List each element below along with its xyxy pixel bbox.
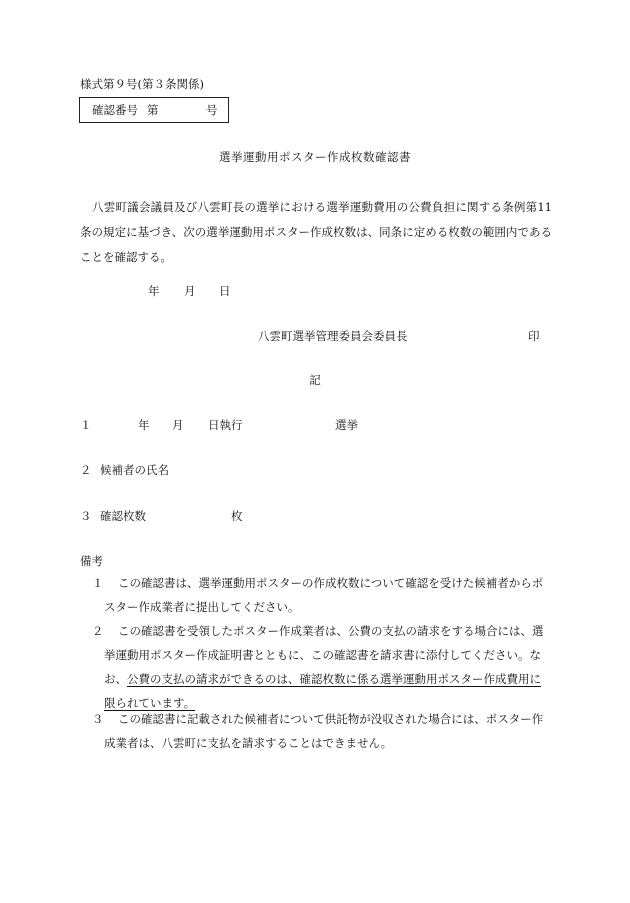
note-text-plain: この確認書を受領したポスター作成業者は、公費の支払の請求をする場合には、選挙運動用ポスター作成証明書とともに、この確認書を請求書に添付してください。なお、	[104, 624, 544, 686]
confirmation-number-label: 確認番号	[92, 103, 138, 117]
date-day: 日	[219, 284, 231, 298]
note-text-underlined: 公費の支払の請求ができるのは、確認枚数に係る選挙運動用ポスター作成費用に限られています。	[104, 672, 541, 710]
remark-note-1	[80, 571, 552, 619]
chairperson-title: 八雲町選挙管理委員会委員長	[258, 329, 408, 343]
confirmation-number-box	[79, 97, 229, 123]
item-number: １	[80, 418, 92, 432]
item-candidate-name	[0, 465, 630, 479]
item-label: 確認枚数	[100, 509, 146, 523]
confirmation-number-go: 号	[206, 103, 218, 117]
date-year: 年	[148, 284, 160, 298]
ki-heading: 記	[309, 373, 321, 387]
document-title: 選挙運動用ポスター作成枚数確認書	[219, 150, 411, 164]
confirmation-number-dai: 第	[147, 103, 159, 117]
item-number: ２	[80, 463, 92, 477]
item-unit: 枚	[231, 509, 243, 523]
body-paragraph: 八雲町議会議員及び八雲町長の選挙における選挙運動費用の公費負担に関する条例第11条の規定に基づき、次の選挙運動用ポスター作成枚数は、同条に定める枚数の範囲内であることを確認する。	[80, 200, 552, 264]
seal-mark: 印	[528, 329, 540, 343]
item-day-execution: 日執行	[208, 418, 243, 432]
item-label: 候補者の氏名	[100, 463, 169, 477]
note-text: この確認書は、選挙運動用ポスターの作成枚数について確認を受けた候補者からポスター作成業者に提出してください。	[104, 576, 544, 614]
item-election: 選挙	[335, 418, 358, 432]
item-confirmed-count	[0, 511, 630, 525]
item-month: 月	[172, 418, 184, 432]
form-number: 様式第９号(第３条関係)	[80, 77, 204, 91]
remark-note-2	[80, 619, 552, 715]
note-number: ２	[92, 624, 104, 638]
note-text	[80, 619, 552, 715]
date-month: 月	[184, 284, 196, 298]
item-election-date	[0, 420, 630, 434]
item-year: 年	[138, 418, 150, 432]
note-number: ３	[92, 712, 104, 726]
remark-note-3	[80, 707, 552, 755]
note-number: １	[92, 576, 104, 590]
note-text: この確認書に記載された候補者について供託物が没収された場合には、ポスター作成業者は、八雲町に支払を請求することはできません。	[104, 712, 544, 750]
item-number: ３	[80, 509, 92, 523]
remarks-heading: 備考	[80, 554, 103, 568]
